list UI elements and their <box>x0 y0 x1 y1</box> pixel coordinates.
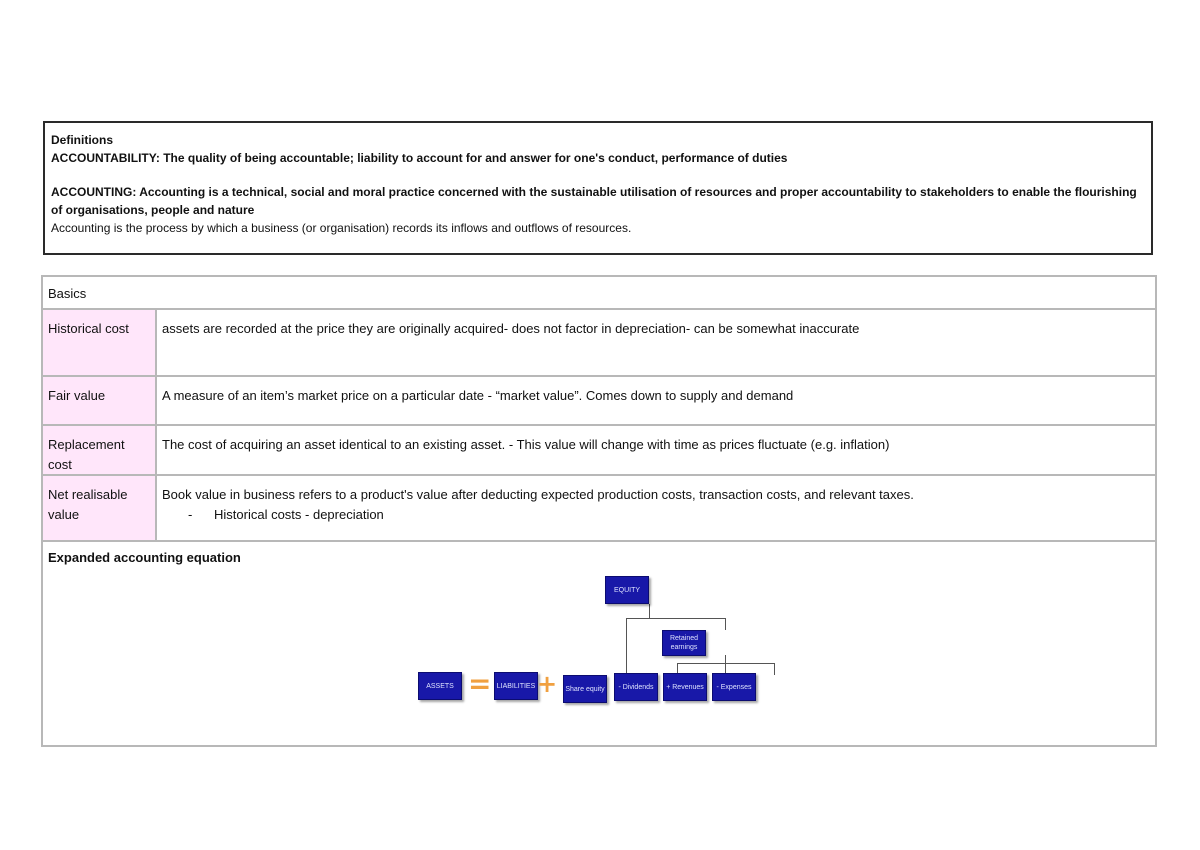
dividends-box: - Dividends <box>614 673 658 701</box>
connector-line <box>725 655 726 663</box>
accounting-equation-diagram <box>43 542 1155 747</box>
equation-title: Expanded accounting equation <box>48 550 241 565</box>
description-historical-cost: assets are recorded at the price they are originally acquired- does not factor in depreciation- can be somewhat inaccurate <box>162 321 860 336</box>
connector-line <box>649 604 650 618</box>
bullet-text: Historical costs - depreciation <box>214 507 384 522</box>
accountability-definition: ACCOUNTABILITY: The quality of being accountable; liability to account for and answer for one's conduct, performance of duties <box>51 151 788 165</box>
plus-symbol: + <box>537 670 558 698</box>
liabilities-box: LIABILITIES <box>494 672 538 700</box>
connector-line <box>774 663 775 675</box>
connector-line <box>626 618 627 676</box>
term-replacement-cost: Replacement cost <box>43 426 157 474</box>
basics-heading: Basics <box>48 286 87 301</box>
table-row <box>43 377 1155 426</box>
expenses-box: - Expenses <box>712 673 756 701</box>
table-row <box>43 426 1155 476</box>
accounting-definition-line3: Accounting is the process by which a business (or organisation) records its inflows and outflows of resources. <box>51 221 632 235</box>
description-replacement-cost: The cost of acquiring an asset identical to an existing asset. - This value will change with time as prices fluctuate (e.g. inflation) <box>162 437 890 452</box>
accounting-definition-line1: ACCOUNTING: Accounting is a technical, social and moral practice concerned with the sustainable utilisation of resources and proper accountability to stakeholders to enable the flourishing <box>51 185 1137 199</box>
table-row <box>43 310 1155 377</box>
equity-box: EQUITY <box>605 576 649 604</box>
equation-section <box>43 542 1155 747</box>
term-fair-value: Fair value <box>43 377 157 424</box>
term-net-realisable-value: Net realisable value <box>43 476 157 540</box>
retained-earnings-box: Retained earnings <box>662 630 706 656</box>
term-historical-cost: Historical cost <box>43 310 157 375</box>
share-equity-box: Share equity <box>563 675 607 703</box>
description-net-realisable-value <box>157 476 1155 540</box>
definitions-box <box>43 121 1153 255</box>
description-fair-value: A measure of an item’s market price on a particular date - “market value”. Comes down to supply and demand <box>162 388 794 403</box>
basics-header-row <box>43 277 1155 310</box>
connector-line <box>677 663 775 664</box>
bullet-dash: - <box>188 507 193 522</box>
connector-line <box>725 618 726 630</box>
basics-table <box>41 275 1157 747</box>
assets-box: ASSETS <box>418 672 462 700</box>
net-realisable-bullet <box>162 505 1150 525</box>
net-realisable-description-text: Book value in business refers to a product's value after deducting expected production costs, transaction costs, and relevant taxes. <box>162 487 914 502</box>
table-row <box>43 476 1155 542</box>
connector-line <box>626 618 726 619</box>
revenues-box: + Revenues <box>663 673 707 701</box>
equals-symbol: = <box>468 667 492 700</box>
accounting-definition-line2: of organisations, people and nature <box>51 203 255 217</box>
definitions-heading: Definitions <box>51 133 113 147</box>
